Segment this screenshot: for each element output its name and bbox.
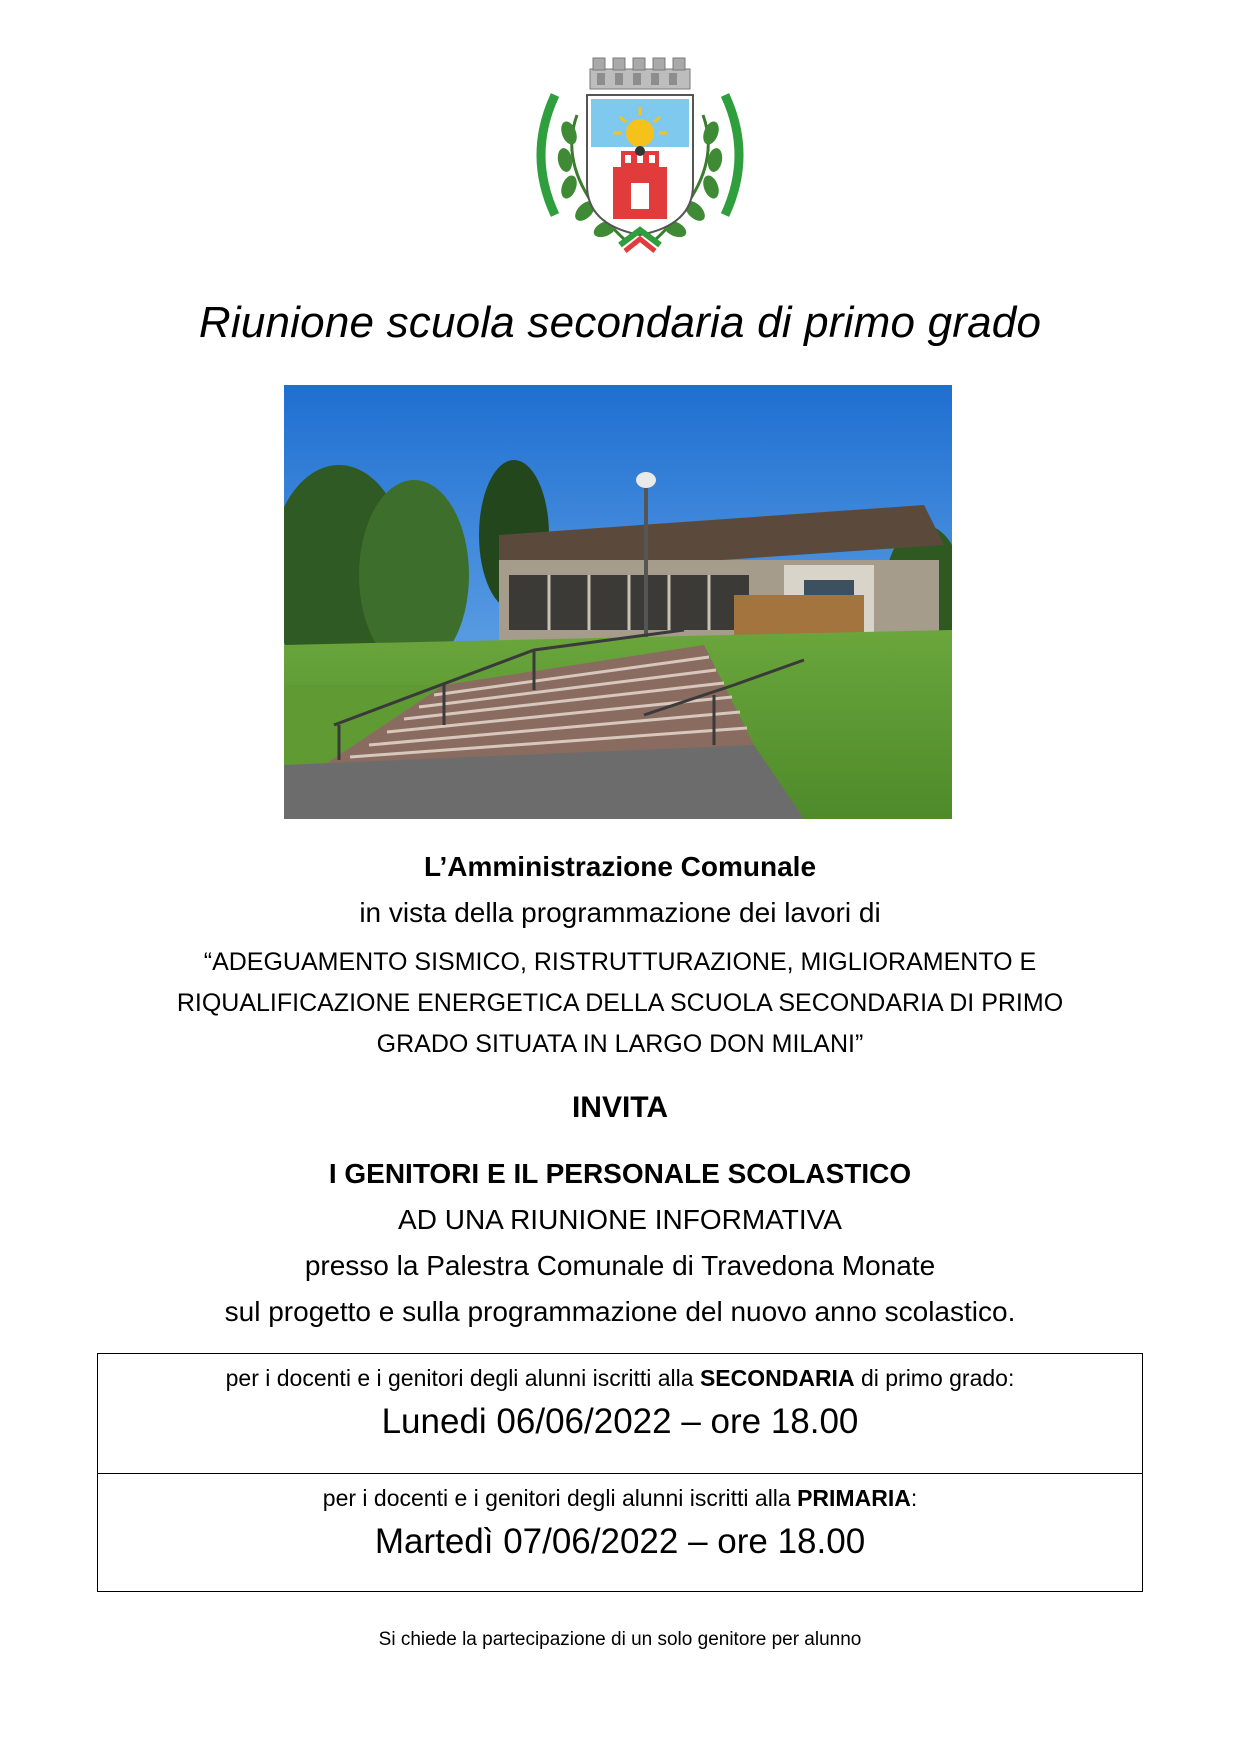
footer-note: Si chiede la partecipazione di un solo genitore per alunno xyxy=(378,1629,862,1650)
school-building-photo xyxy=(284,385,952,819)
session-datetime: Martedì 07/06/2022 – ore 18.00 xyxy=(374,1522,866,1561)
intro-text: in vista della programmazione dei lavori di xyxy=(359,897,881,928)
project-line: RIQUALIFICAZIONE ENERGETICA DELLA SCUOLA SECONDARIA DI PRIMO xyxy=(176,989,1064,1017)
invite-heading: INVITA xyxy=(571,1091,669,1124)
session-primaria xyxy=(98,1473,1142,1593)
project-line: GRADO SITUATA IN LARGO DON MILANI” xyxy=(376,1030,864,1058)
page-title: Riunione scuola secondaria di primo grado xyxy=(198,298,1042,347)
invitees: I GENITORI E IL PERSONALE SCOLASTICO xyxy=(328,1158,912,1189)
project-title xyxy=(0,942,1240,1065)
venue-text: presso la Palestra Comunale di Travedona Monate xyxy=(304,1250,936,1281)
topic-text: sul progetto e sulla programmazione del nuovo anno scolastico. xyxy=(224,1296,1016,1327)
meeting-text: AD UNA RIUNIONE INFORMATIVA xyxy=(398,1204,842,1235)
organization: L’Amministrazione Comunale xyxy=(423,851,817,882)
session-label: per i docenti e i genitori degli alunni iscritti alla PRIMARIA: xyxy=(322,1485,918,1511)
session-datetime: Lunedi 06/06/2022 – ore 18.00 xyxy=(381,1402,859,1441)
session-secondaria xyxy=(98,1354,1142,1473)
municipal-coat-of-arms-icon xyxy=(525,55,755,260)
sessions-table xyxy=(97,1353,1143,1592)
project-line: “ADEGUAMENTO SISMICO, RISTRUTTURAZIONE, MIGLIORAMENTO E xyxy=(203,948,1037,976)
session-label: per i docenti e i genitori degli alunni iscritti alla SECONDARIA di primo grado: xyxy=(225,1365,1015,1391)
